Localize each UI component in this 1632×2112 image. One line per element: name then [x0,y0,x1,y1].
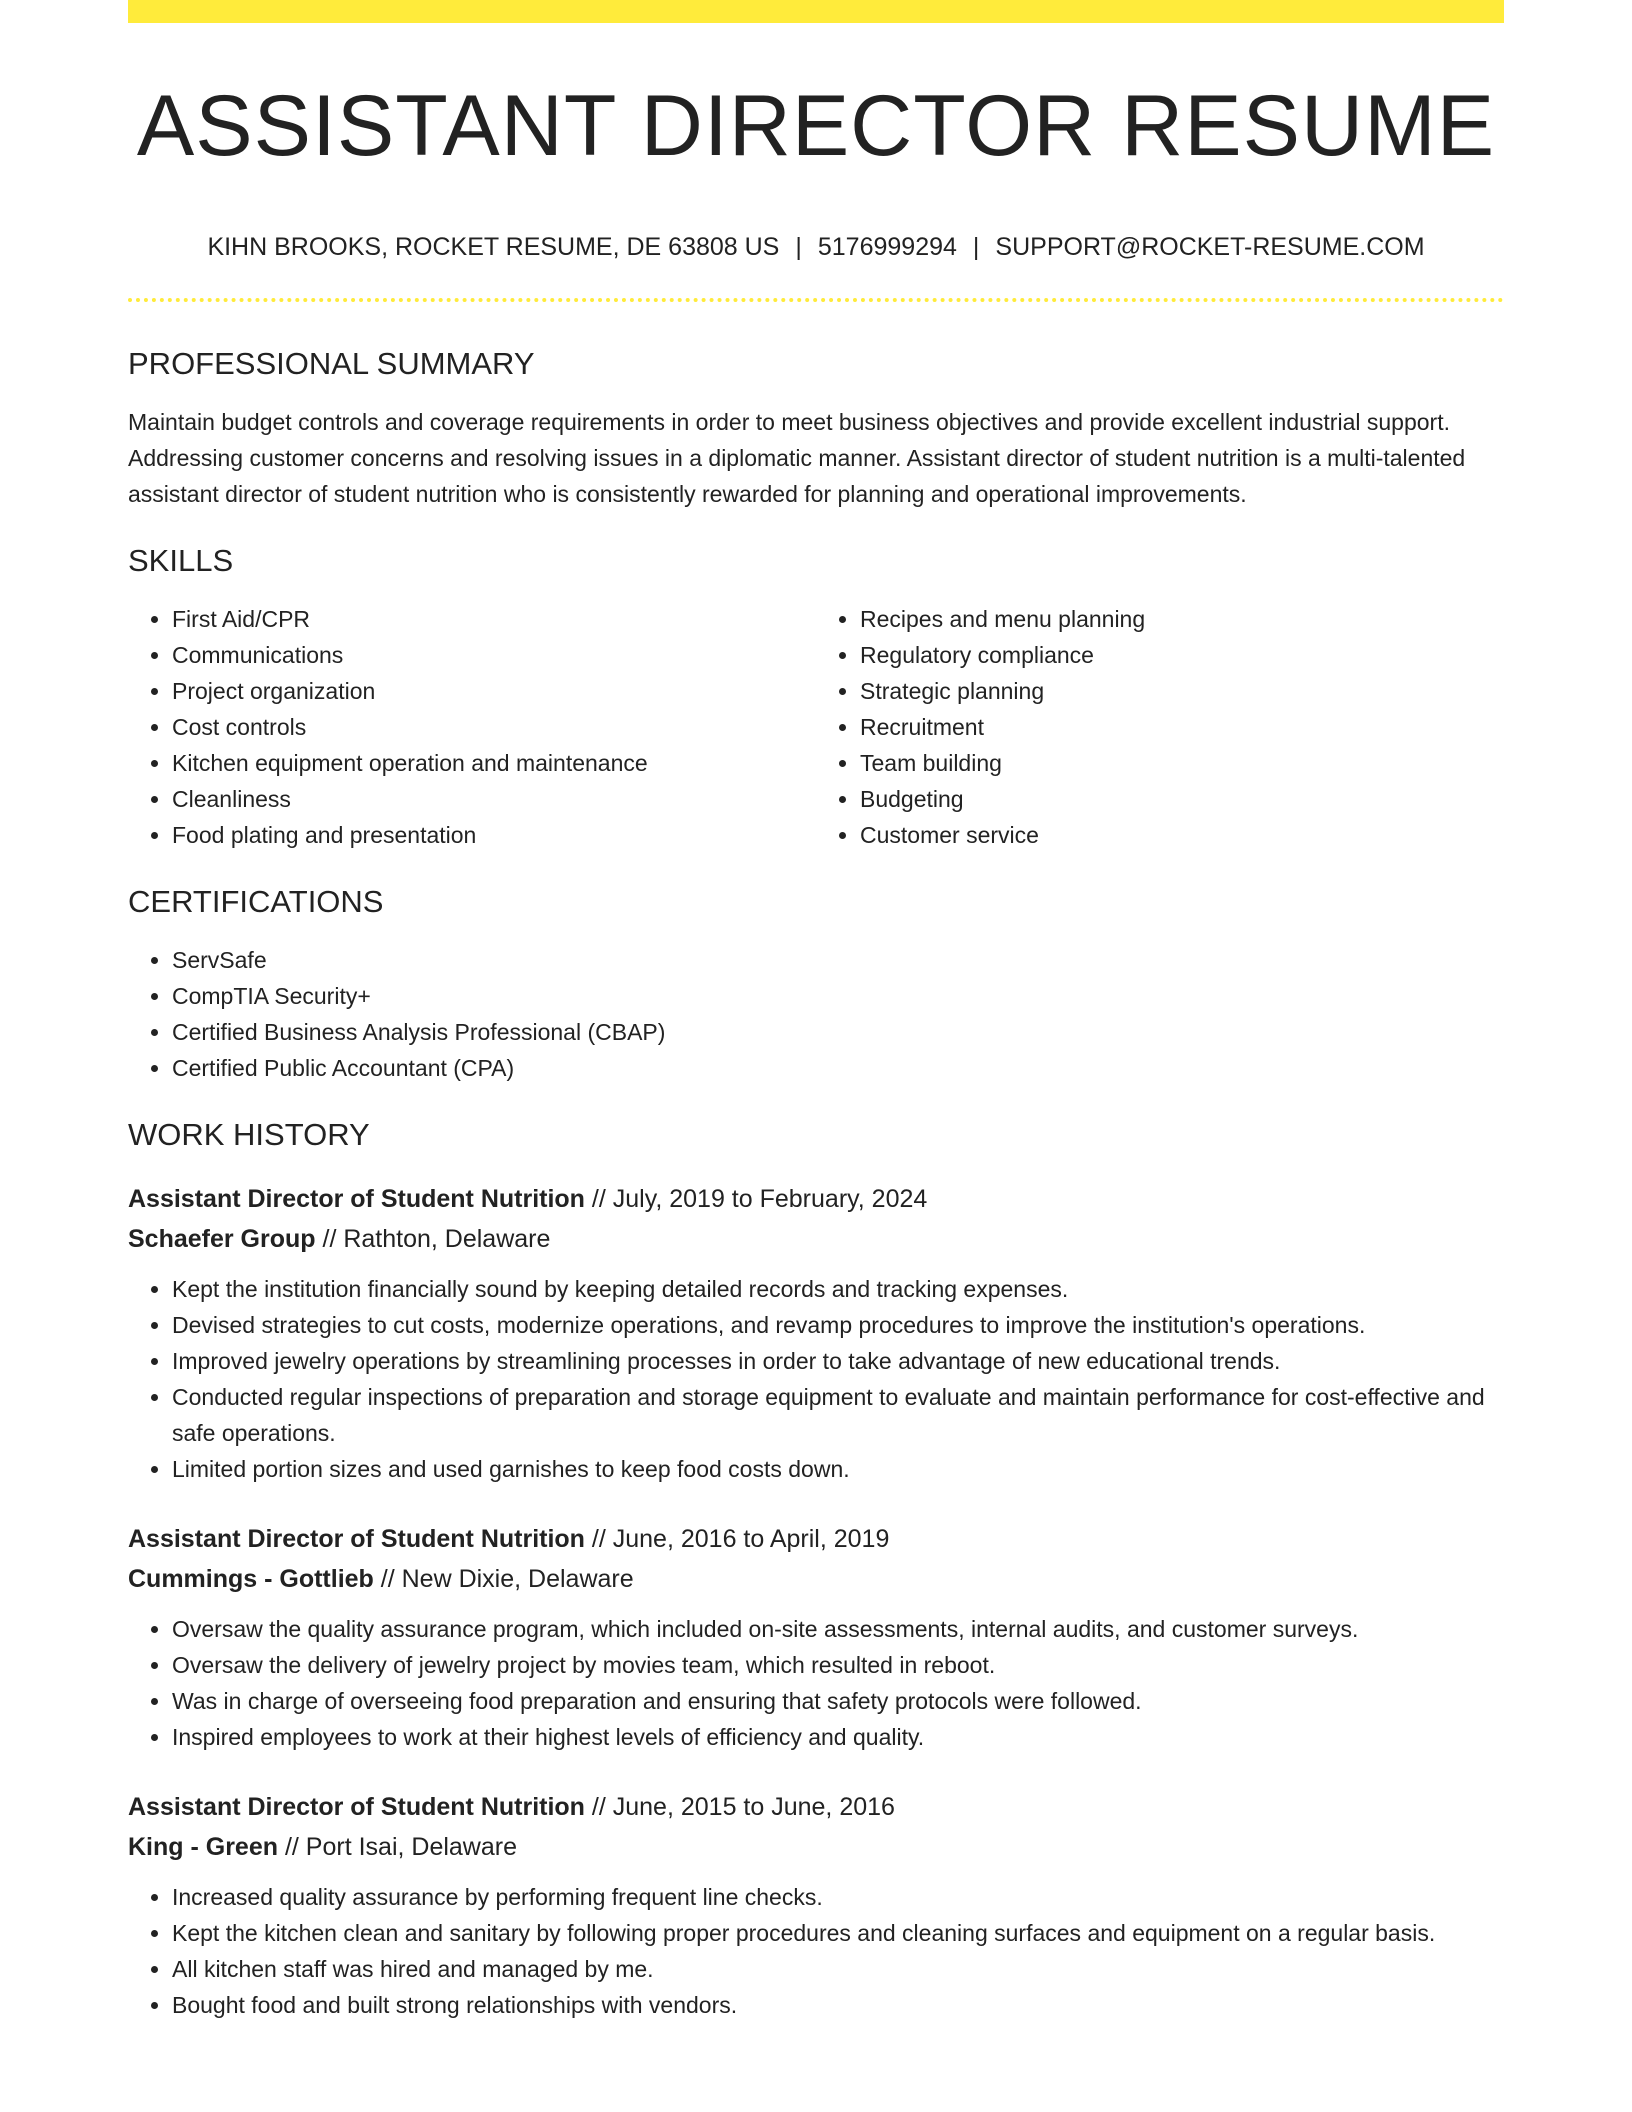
skill-item: • Food plating and presentation [172,817,816,853]
job-entry [128,1519,1504,1755]
job-bullet: • Increased quality assurance by performing frequent line checks. [172,1879,1504,1915]
resume-page [128,0,1504,2023]
dotted-divider [128,298,1504,302]
skill-item: • Strategic planning [860,673,1504,709]
job-bullets [128,1271,1504,1487]
job-bullet: • All kitchen staff was hired and managed by me. [172,1951,1504,1987]
job-title-line [128,1787,1504,1827]
skill-item: • Communications [172,637,816,673]
contact-phone: 5176999294 [817,232,957,261]
job-dates: // July, 2019 to February, 2024 [584,1185,928,1214]
job-entry [128,1787,1504,2023]
summary-heading: PROFESSIONAL SUMMARY [128,345,535,381]
job-company-line [128,1559,1504,1599]
job-bullet: • Conducted regular inspections of preparation and storage equipment to evaluate and maintain performance for cost-effective and safe operations. [172,1379,1504,1451]
job-bullet: • Inspired employees to work at their highest levels of efficiency and quality. [172,1719,1504,1755]
job-entry [128,1179,1504,1487]
skill-item: • Cost controls [172,709,816,745]
job-bullet: • Kept the institution financially sound by keeping detailed records and tracking expenses. [172,1271,1504,1307]
job-bullet: • Improved jewelry operations by streamlining processes in order to take advantage of new educational trends. [172,1343,1504,1379]
skill-item: • Kitchen equipment operation and maintenance [172,745,816,781]
job-dates: // June, 2015 to June, 2016 [584,1793,895,1822]
job-role: Assistant Director of Student Nutrition [128,1793,585,1822]
job-dates: // June, 2016 to April, 2019 [584,1525,890,1554]
contact-email: SUPPORT@ROCKET-RESUME.COM [995,232,1425,261]
contact-address: KIHN BROOKS, ROCKET RESUME, DE 63808 US [207,232,780,261]
skill-item: • Recruitment [860,709,1504,745]
contact-separator: | [972,232,980,261]
job-bullet: • Was in charge of overseeing food preparation and ensuring that safety protocols were followed. [172,1683,1504,1719]
job-company-line [128,1219,1504,1259]
job-location: // Port Isai, Delaware [278,1833,517,1862]
job-bullet: • Devised strategies to cut costs, modernize operations, and revamp procedures to improve the institution's operations. [172,1307,1504,1343]
job-company: King - Green [128,1833,279,1862]
job-company: Cummings - Gottlieb [128,1565,374,1594]
skill-item: • Customer service [860,817,1504,853]
certifications-heading: CERTIFICATIONS [128,883,384,919]
job-bullets [128,1611,1504,1755]
skill-item: • Project organization [172,673,816,709]
job-company: Schaefer Group [128,1225,316,1254]
skill-item: • Team building [860,745,1504,781]
job-location: // Rathton, Delaware [315,1225,551,1254]
certification-item: • Certified Public Accountant (CPA) [172,1050,1504,1086]
job-bullet: • Oversaw the delivery of jewelry project by movies team, which resulted in reboot. [172,1647,1504,1683]
job-bullet: • Bought food and built strong relationships with vendors. [172,1987,1504,2023]
certification-item: • ServSafe [172,942,1504,978]
skill-item: • Recipes and menu planning [860,601,1504,637]
skills-list-left [128,601,816,853]
job-bullets [128,1879,1504,2023]
certification-item: • CompTIA Security+ [172,978,1504,1014]
skills-list-right [816,601,1504,853]
skill-item: • First Aid/CPR [172,601,816,637]
job-bullet: • Limited portion sizes and used garnishes to keep food costs down. [172,1451,1504,1487]
job-role: Assistant Director of Student Nutrition [128,1185,585,1214]
skills-heading: SKILLS [128,542,234,578]
contact-separator: | [795,232,802,261]
job-role: Assistant Director of Student Nutrition [128,1525,585,1554]
accent-bar [128,0,1504,23]
job-company-line [128,1827,1504,1867]
summary-text: Maintain budget controls and coverage requirements in order to meet business objectives and provide excellent industrial support. Addressing customer concerns and resolving issues in a diplomatic manner. Assistant director of student nutrition is a multi-talented assistant director of student nutrition who is consistently rewarded for planning and operational improvements. [128,408,1466,507]
work-history-heading: WORK HISTORY [128,1117,370,1153]
job-location: // New Dixie, Delaware [373,1565,634,1594]
skills-columns [128,601,1504,853]
resume-title: ASSISTANT DIRECTOR RESUME [136,78,1496,174]
certifications-list [128,942,1504,1086]
skill-item: • Cleanliness [172,781,816,817]
skill-item: • Budgeting [860,781,1504,817]
job-bullet: • Kept the kitchen clean and sanitary by following proper procedures and cleaning surfaces and equipment on a regular basis. [172,1915,1504,1951]
job-title-line [128,1519,1504,1559]
skill-item: • Regulatory compliance [860,637,1504,673]
contact-line [128,232,1504,262]
job-bullet: • Oversaw the quality assurance program, which included on-site assessments, internal audits, and customer surveys. [172,1611,1504,1647]
job-title-line [128,1179,1504,1219]
certification-item: • Certified Business Analysis Professional (CBAP) [172,1014,1504,1050]
